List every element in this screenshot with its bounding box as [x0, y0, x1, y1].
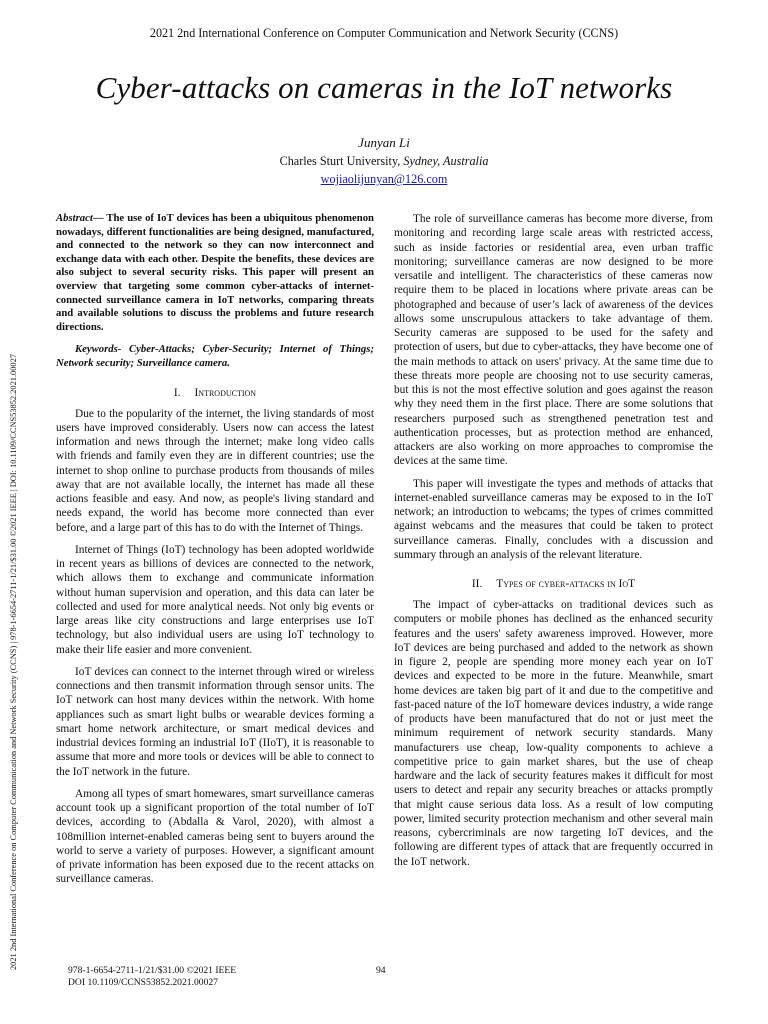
right-column: [394, 212, 713, 869]
paragraph: The impact of cyber-attacks on traditional devices such as computers or mobile phones has declined as the enhanced security features and the users' safety awareness improved. However, more IoT devices are being purchased and added to the network as shown in figure 2, people are spending more money each year on IoT devices and expected to be more in the future. Meanwhile, smart home devices are taken big part of it and due to the competitive and fast-paced nature of the IoT homeware devices industry, a wide range of products have been manufactured that do not or just meet the minimum requirement of network security standards. Many manufacturers use cheap, low-quality components to achieve a competitive price to gain market shares, but the use of cheap hardware and the lack of security features makes it difficult for most users to detect and repair any security breaches or attacks promptly that might cause serious data loss. As a result of low computing power, limited security protection mechanism and other several main reasons, cybercriminals are now targeting IoT devices, and the following are different types of attack that are frequently occurred in the IoT network.: [394, 599, 713, 868]
section-number: I.: [173, 386, 181, 399]
abstract-label: Abstract: [56, 212, 93, 224]
doi-side-note: 2021 2nd International Conference on Computer Communication and Network Security (CCNS) | 978-1-6654-2711-1/21/$31.00 ©2021 IEEE | DOI: 10.1109/CCNS53852.2021.00027: [9, 354, 18, 970]
copyright-footer: [68, 965, 236, 988]
affiliation-org: Charles Sturt University,: [279, 154, 404, 168]
section-heading-types-of-attacks: [394, 577, 713, 591]
paragraph: Among all types of smart homewares, smart surveillance cameras account took up a significant proportion of the total number of IoT devices, according to (Abdalla & Varol, 2020), with almost a 108million internet-enabled cameras being sent to buyers around the world to serve a variety of purposes. However, a significant amount of private information has been exposed due to the recent attacks on surveillance cameras.: [56, 787, 374, 886]
paragraph: Due to the popularity of the internet, the living standards of most users have improved considerably. Users now can access the latest information and news through the internet; make long video calls with friends and family even they are in different countries; use the internet to shop online to purchase products from thousands of miles away that are not available locally, the internet has made all these actions feasible and easy. And now, as people's living standard and needs expand, the world has become more connected than ever before, and a large part of this has to do with the Internet of Things.: [56, 407, 374, 534]
footer-doi: DOI 10.1109/CCNS53852.2021.00027: [68, 976, 218, 988]
author-email: [0, 170, 768, 188]
paragraph: Internet of Things (IoT) technology has been adopted worldwide in recent years as billions of devices are connected to the network, which allows them to exchange and communicate information without human supervision and operation, and this data can later be collected and used for more analytical needs. Not only big events or large areas like city constructions and large enterprises use IoT technology, but also individual users are using IoT technology to make their life easier and more convenient.: [56, 543, 374, 656]
abstract-text: — The use of IoT devices has been a ubiquitous phenomenon nowadays, different functionalities are being designed, manufactured, and connected to the network so they can now interconnect and exchange data with each other. Despite the benefits, these devices are also subject to several security risks. This paper will present an overview that targeting some common cyber-attacks of internet-connected surveillance camera in IoT networks, comparing threats and available solutions to discuss the problems and future research directions.: [56, 212, 374, 333]
conference-header: 2021 2nd International Conference on Computer Communication and Network Security (CCNS): [149, 26, 619, 40]
author-affiliation: [0, 152, 768, 170]
section-number: II.: [471, 578, 483, 590]
paragraph: IoT devices can connect to the internet through wired or wireless connections and then transmit information through sensor units. The IoT network can host many devices within the network. With home appliances such as smart light bulbs or wearable devices forming a smart home network architecture, or smart medical devices and industrial devices forming an industrial IoT (IIoT), it is reasonable to assume that more and more tools or devices will be able to connect to the IoT network in the future.: [56, 665, 374, 778]
email-link[interactable]: wojiaolijunyan@126.com: [320, 172, 448, 186]
page-number: 94: [376, 965, 386, 976]
footer-isbn: 978-1-6654-2711-1/21/$31.00 ©2021 IEEE: [68, 965, 237, 976]
affiliation-location: Sydney, Australia: [403, 154, 489, 168]
section-title: Introduction: [194, 386, 257, 399]
abstract: [56, 212, 374, 334]
paper-title: Cyber-attacks on cameras in the IoT networks: [95, 70, 673, 105]
section-title: Types of cyber-attacks in IoT: [496, 578, 636, 590]
left-column: [56, 212, 374, 887]
paragraph: This paper will investigate the types and methods of attacks that internet-enabled surveillance cameras may be exposed to in the IoT network; an introduction to webcams; the types of crimes committed against webcams and the measures that could be taken to protect surveillance cameras. Finally, concludes with a discussion and summary through an analysis of the relevant literature.: [394, 477, 713, 561]
keywords: Keywords- Cyber-Attacks; Cyber-Security; Internet of Things; Network security; Surveillance camera.: [56, 343, 374, 369]
section-heading-introduction: [56, 386, 374, 400]
author-name: Junyan Li: [358, 135, 410, 150]
paragraph: The role of surveillance cameras has become more diverse, from monitoring and recording large scale areas with restricted access, such as inside factories or residential area, even urban traffic monitoring; surveillance cameras are now designed to be more versatile and intelligent. The characteristics of these cameras now require them to be placed in locations where private areas can be photographed and because of user’s lack of awareness of the devices allows some unscrupulous attackers to take advantage of them. Security cameras are supposed to be used for the safety and protection of users, but due to cyber-attacks, they have become one of the main methods to attack on users' privacy. At the same time due to these threats more people are choosing not to use security cameras, but this is not the most effective solution and goes against the reason why they need them in the first place. There are some solutions that researchers purposed such as strengthened penetration test and authentication processes, but as protection method are enhanced, attackers are also working on more approaches to compromise the devices at the same time.: [394, 213, 713, 468]
